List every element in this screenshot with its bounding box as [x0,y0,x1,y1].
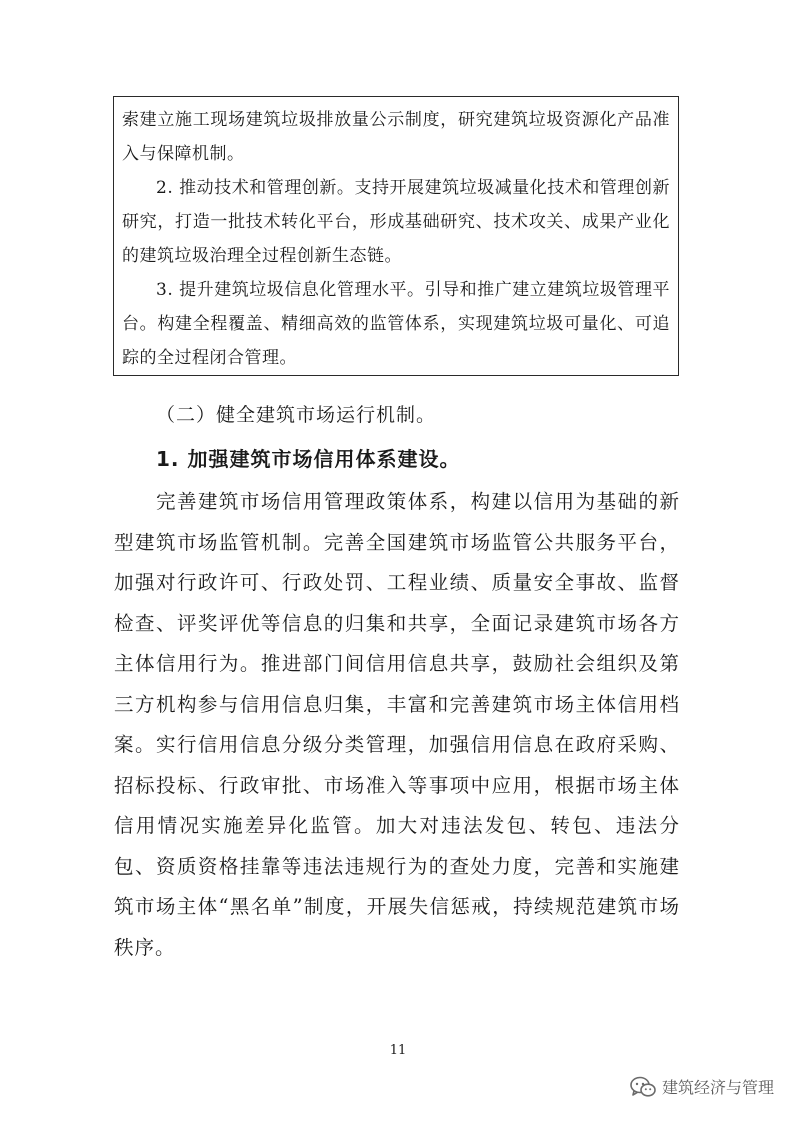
sub-heading: 1. 加强建筑市场信用体系建设。 [156,447,461,471]
watermark [630,1075,774,1098]
section-heading: （二）健全建筑市场运行机制。 [156,404,437,426]
boxed-paragraph-continuation: 索建立施工现场建筑垃圾排放量公示制度，研究建筑垃圾资源化产品准入与保障机制。 [122,110,670,164]
boxed-paragraph-information-management: 3. 提升建筑垃圾信息化管理水平。引导和推广建立建筑垃圾管理平台。构建全程覆盖、精细高效的监管体系，实现建筑垃圾可量化、可追踪的全过程闭合管理。 [122,280,670,368]
watermark-text: 建筑经济与管理 [661,1078,774,1097]
boxed-excerpt [113,96,679,376]
body-paragraph: 完善建筑市场信用管理政策体系，构建以信用为基础的新型建筑市场监管机制。完善全国建筑市场监管公共服务平台，加强对行政许可、行政处罚、工程业绩、质量安全事故、监督检查、评奖评优等信息的归集和共享，全面记录建筑市场各方主体信用行为。推进部门间信用信息共享，鼓励社会组织及第三方机构参与信用信息归集，丰富和完善建筑市场主体信用档案。实行信用信息分级分类管理，加强信用信息在政府采购、招标投标、行政审批、市场准入等事项中应用，根据市场主体信用情况实施差异化监管。加大对违法发包、转包、违法分包、资质资格挂靠等违法违规行为的查处力度，完善和实施建筑市场主体“黑名单”制度，开展失信惩戒，持续规范建筑市场秩序。 [114,490,680,959]
wechat-icon [630,1076,656,1098]
page-number: 11 [389,1043,407,1058]
boxed-paragraph-technology-innovation: 2. 推动技术和管理创新。支持开展建筑垃圾减量化技术和管理创新研究，打造一批技术转化平台，形成基础研究、技术攻关、成果产业化的建筑垃圾治理全过程创新生态链。 [122,178,670,266]
